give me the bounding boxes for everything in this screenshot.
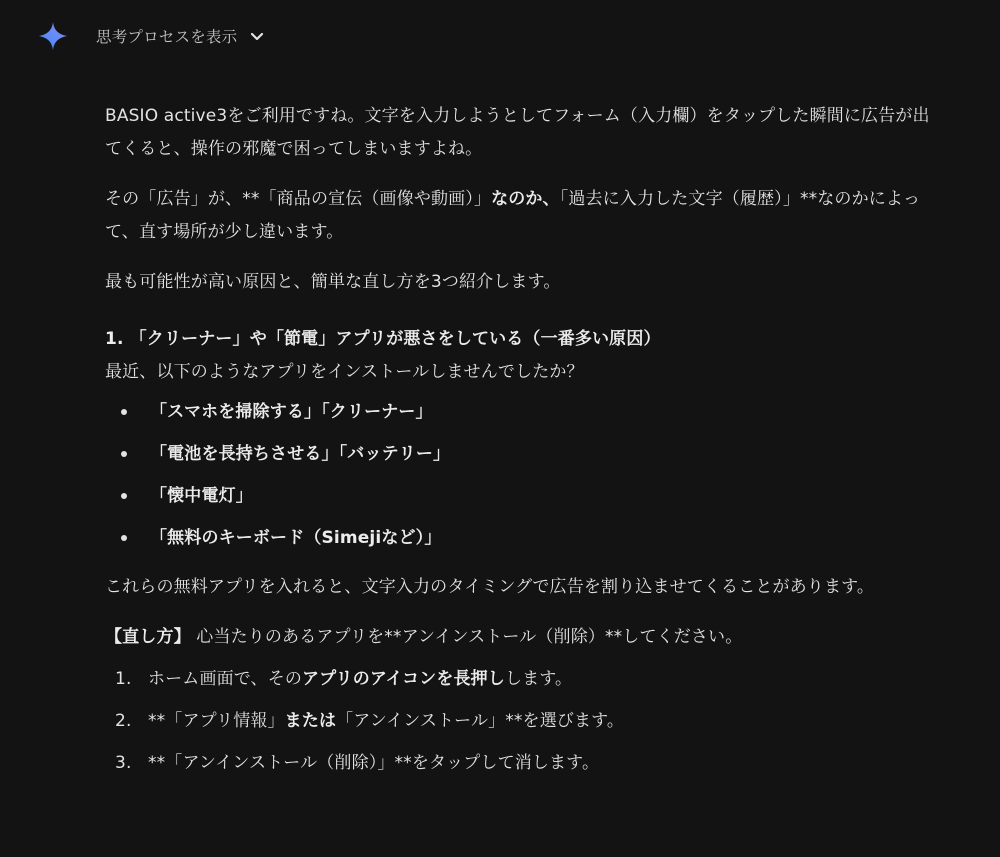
show-thinking-label: 思考プロセスを表示 [96,28,238,46]
app-bullet-list [105,391,937,559]
list-item [105,742,937,784]
step-number: 2. [115,711,132,731]
bullet-dot [121,493,127,499]
list-item [105,700,937,742]
response-body [105,100,937,784]
list-item [105,433,937,475]
fix-paragraph [105,621,937,654]
show-thinking-toggle[interactable] [96,25,265,47]
section-heading: 1. 「クリーナー」や「節電」アプリが悪さをしている（一番多い原因） [105,329,661,349]
fix-label: 【直し方】 [105,627,191,647]
step-text-a: ホーム画面で、その [148,669,303,689]
note-paragraph: これらの無料アプリを入れると、文字入力のタイミングで広告を割り込ませてくることがあります。 [105,577,875,597]
step-number: 1. [115,669,132,689]
step-text-c: します。 [504,669,573,689]
bullet-text: 「スマホを掃除する」「クリーナー」 [150,402,433,422]
list-item [105,658,937,700]
bullet-text: 「電池を長持ちさせる」「バッテリー」 [150,444,451,464]
intro-paragraph: BASIO active3をご利用ですね。文字を入力しようとしてフォーム（入力欄）をタップした瞬間に広告が出てくると、操作の邪魔で困ってしまいますよね。 [105,106,930,159]
cause-text-bold: なのか、 [491,189,560,209]
list-item [105,391,937,433]
bullet-dot [121,409,127,415]
bullet-dot [121,451,127,457]
bullet-dot [121,535,127,541]
summary-paragraph: 最も可能性が高い原因と、簡単な直し方を3つ紹介します。 [105,272,561,292]
list-item [105,517,937,559]
gemini-sparkle-icon [38,21,68,51]
cause-text-c: 「過去に入力した文字（履歴）」**なのかによって、直す場所が少し違います。 [105,189,921,242]
step-text-bold: アプリのアイコンを長押し [302,669,505,689]
cause-paragraph [105,183,937,249]
fix-text: 心当たりのあるアプリを**アンインストール（削除）**してください。 [190,627,743,647]
step-text-c: 「アンインストール」**を選びます。 [336,711,625,731]
fix-steps-list [105,658,937,784]
thinking-header [38,21,265,51]
chevron-down-icon [249,28,265,44]
step-text-bold: または [284,711,337,731]
step-text-a: **「アプリ情報」 [148,711,285,731]
cause-text-a: その「広告」が、**「商品の宣伝（画像や動画）」 [105,189,492,209]
question-paragraph: 最近、以下のようなアプリをインストールしませんでしたか？ [105,362,584,382]
step-text-a: **「アンインストール（削除）」**をタップして消します。 [148,753,600,773]
bullet-text: 「無料のキーボード（Simejiなど）」 [150,528,442,548]
bullet-text: 「懐中電灯」 [150,486,253,506]
list-item [105,475,937,517]
step-number: 3. [115,753,132,773]
